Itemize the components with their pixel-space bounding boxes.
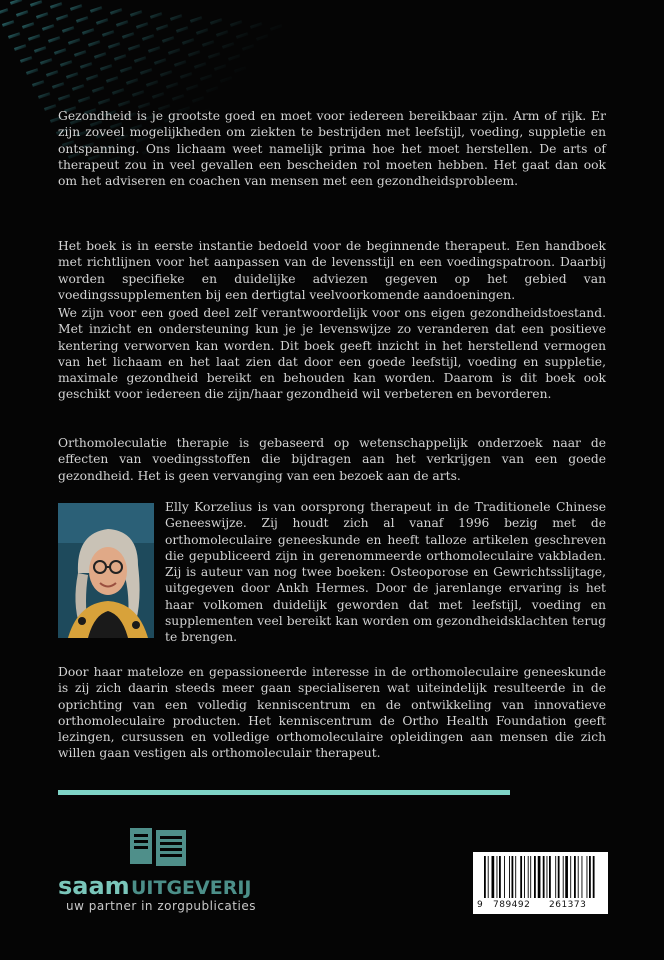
paragraph-closing: Door haar mateloze en gepassioneerde interesse in de orthomoleculaire geneeskunde is zij zich daarin steeds meer gaan specialiseren wat uiteindelijk resulteerde in de oprichting van een volledig kenniscentrum en de ontwikkeling van innovatieve orthomoleculaire producten. Het kenniscentrum de Ortho Health Foundation geeft lezingen, cursussen en volledige orthomoleculaire opleidingen aan mensen die zich willen gaan vestigen als orthomoleculair therapeut. (58, 665, 606, 761)
isbn-barcode (473, 852, 608, 914)
paragraph-purpose: Het boek is in eerste instantie bedoeld voor de beginnende therapeut. Een handboek met richtlijnen voor het aanpassen van de levensstijl en een voedingspatroon. Daarbij worden specifieke en duidelijke adviezen gegeven op het gebied van voedingssupplementen bij een dertigtal veelvoorkomende aandoeningen. (58, 239, 606, 302)
publisher-logo-icon (130, 826, 190, 868)
publisher-name-uitgeverij: UITGEVERIJ (131, 877, 252, 899)
barcode-digit-first: 9 (477, 900, 484, 910)
barcode-group-left: 789492 (493, 900, 531, 910)
paragraph-intro: Gezondheid is je grootste goed en moet voor iedereen bereikbaar zijn. Arm of rijk. Er zijn zoveel mogelijkheden om ziekten te bestrijden met leefstijl, voeding, suppletie en ontspanning. Ons lichaam weet namelijk prima hoe het moet herstellen. De arts of therapeut zou in veel gevallen een bescheiden rol moeten hebben. Het gaat dan ook om het adviseren en coachen van mensen met een gezondheidsprobleem. (58, 109, 606, 189)
barcode-group-right: 261373 (549, 900, 587, 910)
author-bio: Elly Korzelius is van oorsprong therapeut in de Traditionele Chinese Geneeswijze. Zij houdt zich al vanaf 1996 bezig met de orthomoleculaire geneeskunde en heeft talloze artikelen geschreven die gepubliceerd zijn in gerenommeerde orthomoleculaire vakbladen. Zij is auteur van nog twee boeken: Osteoporose en Gewrichtsslijtage, uitgegeven door Ankh Hermes. Door de jarenlange ervaring is het haar volkomen duidelijk geworden dat met leefstijl, voeding en supplementen veel bereikt kan worden om gezondheidsklachten terug te brengen. (165, 500, 606, 645)
barcode-bars (480, 856, 603, 898)
paragraph-responsibility: We zijn voor een goed deel zelf verantwoordelijk voor ons eigen gezondheidstoestand. Met inzicht en ondersteuning kun je je levenswijze zo veranderen dat een positieve kentering verworven kan worden. Dit boek geeft inzicht in het herstellend vermogen van het lichaam en het laat zien dat door een goede leefstijl, voeding en suppletie, maximale gezondheid bereikt en behouden kan worden. Daarom is dit boek ook geschikt voor iedereen die zijn/haar gezondheid wil verbeteren en bevorderen. (58, 306, 606, 402)
publisher-name-saam: saam (58, 872, 130, 900)
publisher-tagline: uw partner in zorgpublicaties (66, 899, 256, 913)
author-photo (58, 503, 154, 638)
accent-bar (58, 790, 510, 795)
paragraph-therapy: Orthomoleculatie therapie is gebaseerd op wetenschappelijk onderzoek naar de effecten van voedingsstoffen die bijdragen aan het verkrijgen van een goede gezondheid. Het is geen vervanging van een bezoek aan de arts. (58, 436, 606, 483)
